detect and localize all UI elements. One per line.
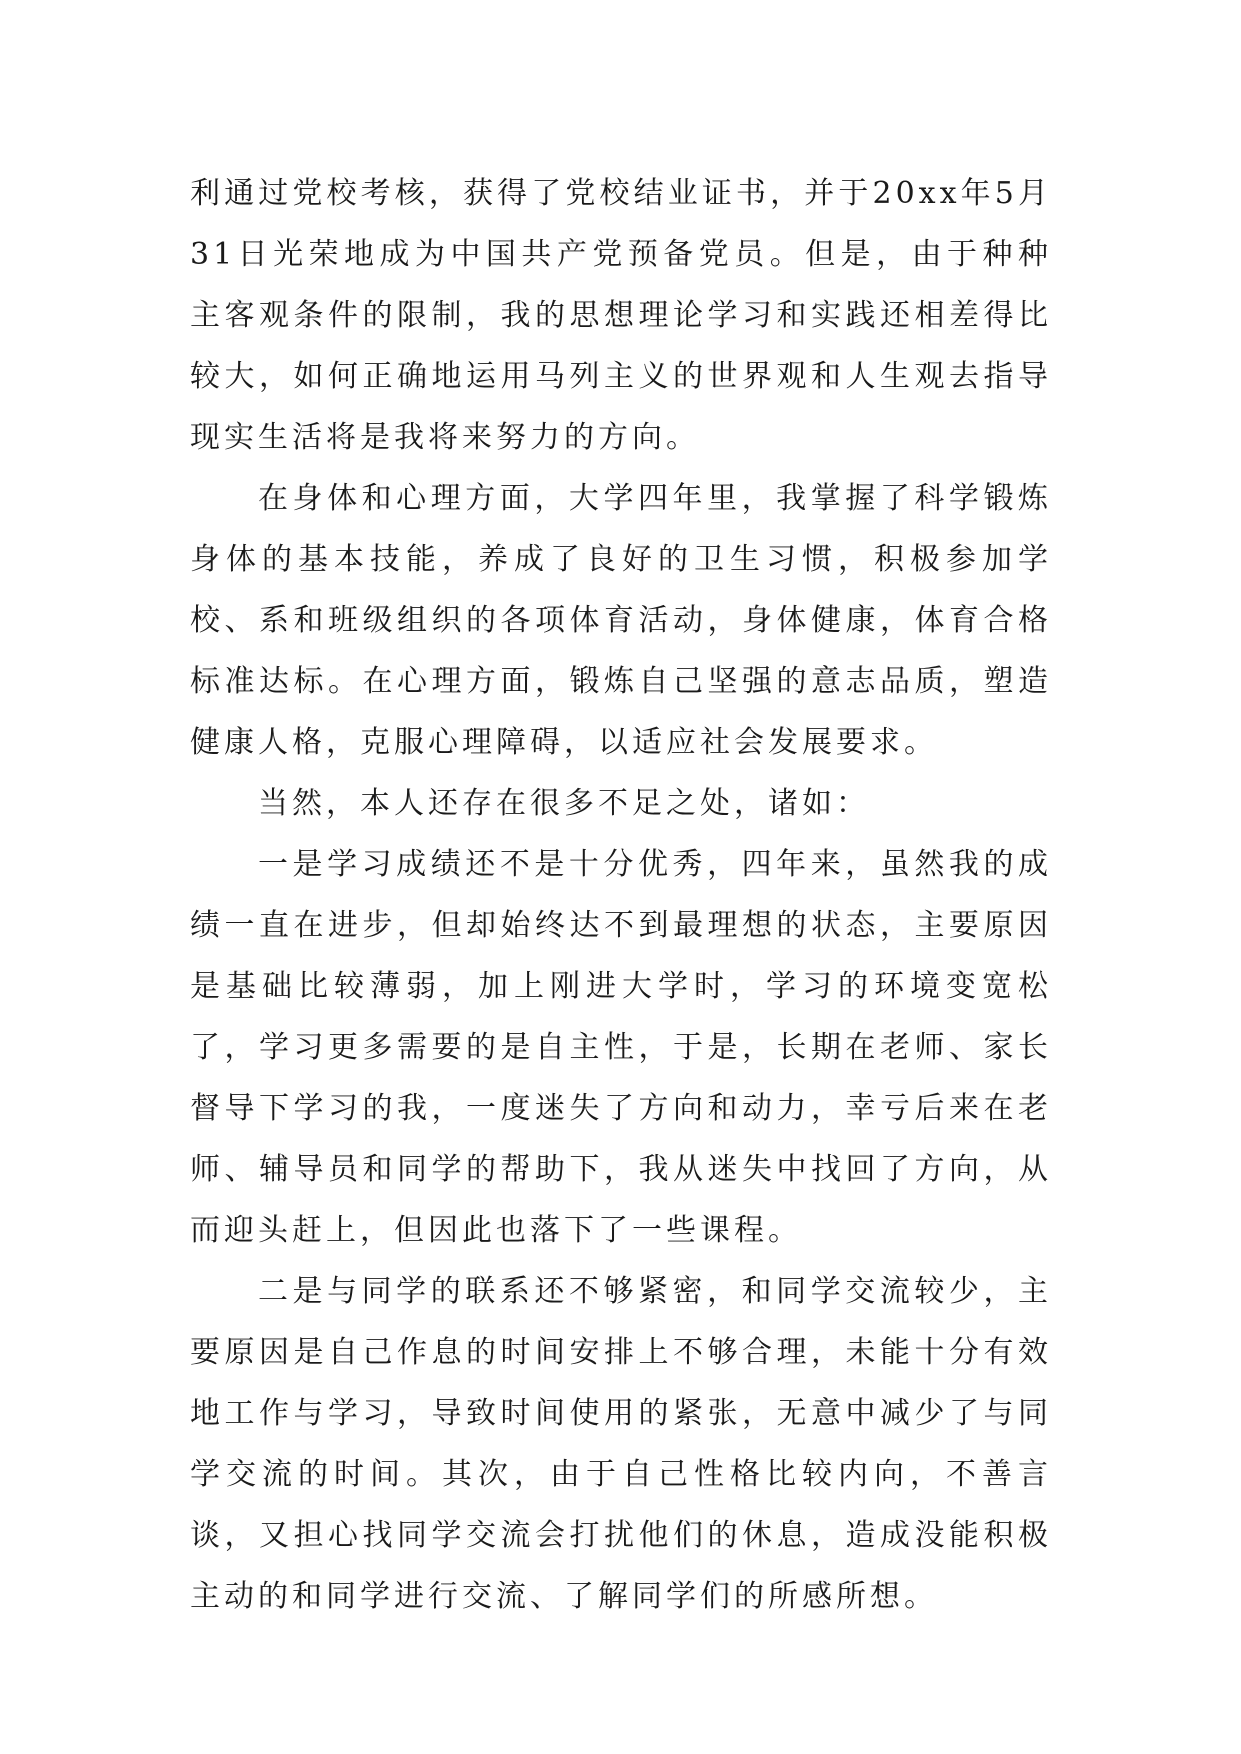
paragraph-shortcoming-communication: 二是与同学的联系还不够紧密，和同学交流较少，主要原因是自己作息的时间安排上不够合理，未能十分有效地工作与学习，导致时间使用的紧张，无意中减少了与同学交流的时间。其次，由于自己性格比较内向，不善言谈，又担心找同学交流会打扰他们的休息，造成没能积极主动的和同学进行交流、了解同学们的所感所想。 — [190, 1274, 1052, 1614]
paragraph-shortcoming-study: 一是学习成绩还不是十分优秀，四年来，虽然我的成绩一直在进步，但却始终达不到最理想的状态，主要原因是基础比较薄弱，加上刚进大学时，学习的环境变宽松了，学习更多需要的是自主性，于是，长期在老师、家长督导下学习的我，一度迷失了方向和动力，幸亏后来在老师、辅导员和同学的帮助下，我从迷失中找回了方向，从而迎头赶上，但因此也落下了一些课程。 — [190, 847, 1052, 1248]
paragraph-party-membership: 利通过党校考核，获得了党校结业证书，并于20xx年5月31日光荣地成为中国共产党预备党员。但是，由于种种主客观条件的限制，我的思想理论学习和实践还相差得比较大，如何正确地运用马列主义的世界观和人生观去指导现实生活将是我将来努力的方向。 — [190, 176, 1052, 455]
paragraph-physical-mental: 在身体和心理方面，大学四年里，我掌握了科学锻炼身体的基本技能，养成了良好的卫生习惯，积极参加学校、系和班级组织的各项体育活动，身体健康，体育合格标准达标。在心理方面，锻炼自己坚强的意志品质，塑造健康人格，克服心理障碍，以适应社会发展要求。 — [190, 481, 1052, 760]
paragraph-shortcomings-intro: 当然，本人还存在很多不足之处，诸如： — [258, 786, 870, 821]
document-body — [190, 163, 1052, 1627]
